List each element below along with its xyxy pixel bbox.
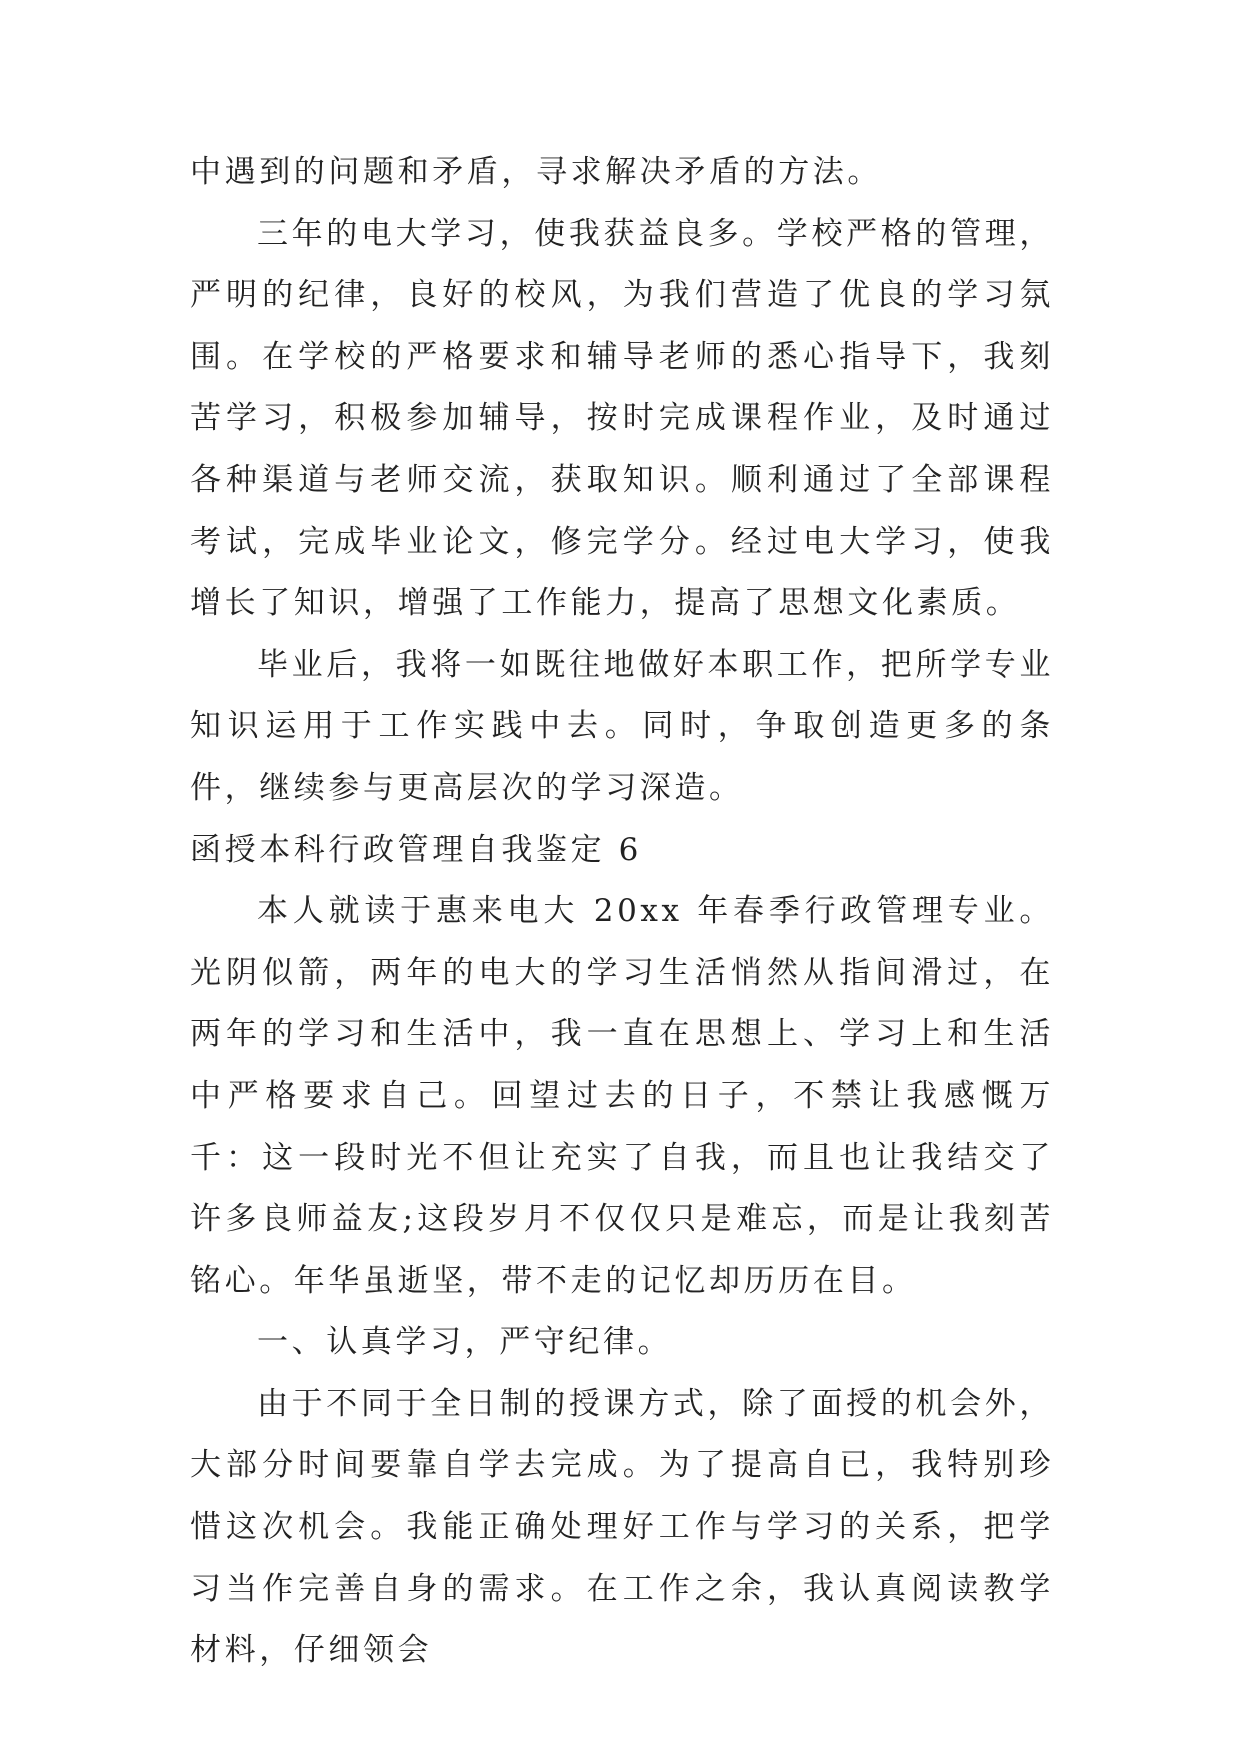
subheading-study-discipline: 一、认真学习，严守纪律。 bbox=[257, 1324, 673, 1361]
paragraph-continuation: 中遇到的问题和矛盾，寻求解决矛盾的方法。 bbox=[190, 154, 882, 190]
paragraph-after-graduation: 毕业后，我将一如既往地做好本职工作，把所学专业知识运用于工作实践中去。同时，争取创造更多的条件，继续参与更高层次的学习深造。 bbox=[190, 646, 1054, 806]
document-page bbox=[190, 142, 1054, 1682]
paragraph-study-summary: 三年的电大学习，使我获益良多。学校严格的管理，严明的纪律，良好的校风，为我们营造了优良的学习氛围。在学校的严格要求和辅导老师的悉心指导下，我刻苦学习，积极参加辅导，按时完成课程作业，及时通过各种渠道与老师交流，获取知识。顺利通过了全部课程考试，完成毕业论文，修完学分。经过电大学习，使我增长了知识，增强了工作能力，提高了思想文化素质。 bbox=[190, 215, 1054, 622]
paragraph-self-study: 由于不同于全日制的授课方式，除了面授的机会外，大部分时间要靠自学去完成。为了提高自已，我特别珍惜这次机会。我能正确处理好工作与学习的关系，把学习当作完善自身的需求。在工作之余，我认真阅读教学材料，仔细领会 bbox=[190, 1385, 1054, 1669]
paragraph-introduction: 本人就读于惠来电大 20xx 年春季行政管理专业。光阴似箭，两年的电大的学习生活悄然从指间滑过，在两年的学习和生活中，我一直在思想上、学习上和生活中严格要求自己。回望过去的日子，不禁让我感慨万千：这一段时光不但让充实了自我，而且也让我结交了许多良师益友;这段岁月不仅仅只是难忘，而是让我刻苦铭心。年华虽逝坚，带不走的记忆却历历在目。 bbox=[190, 893, 1054, 1299]
section-heading: 函授本科行政管理自我鉴定 6 bbox=[190, 831, 642, 868]
